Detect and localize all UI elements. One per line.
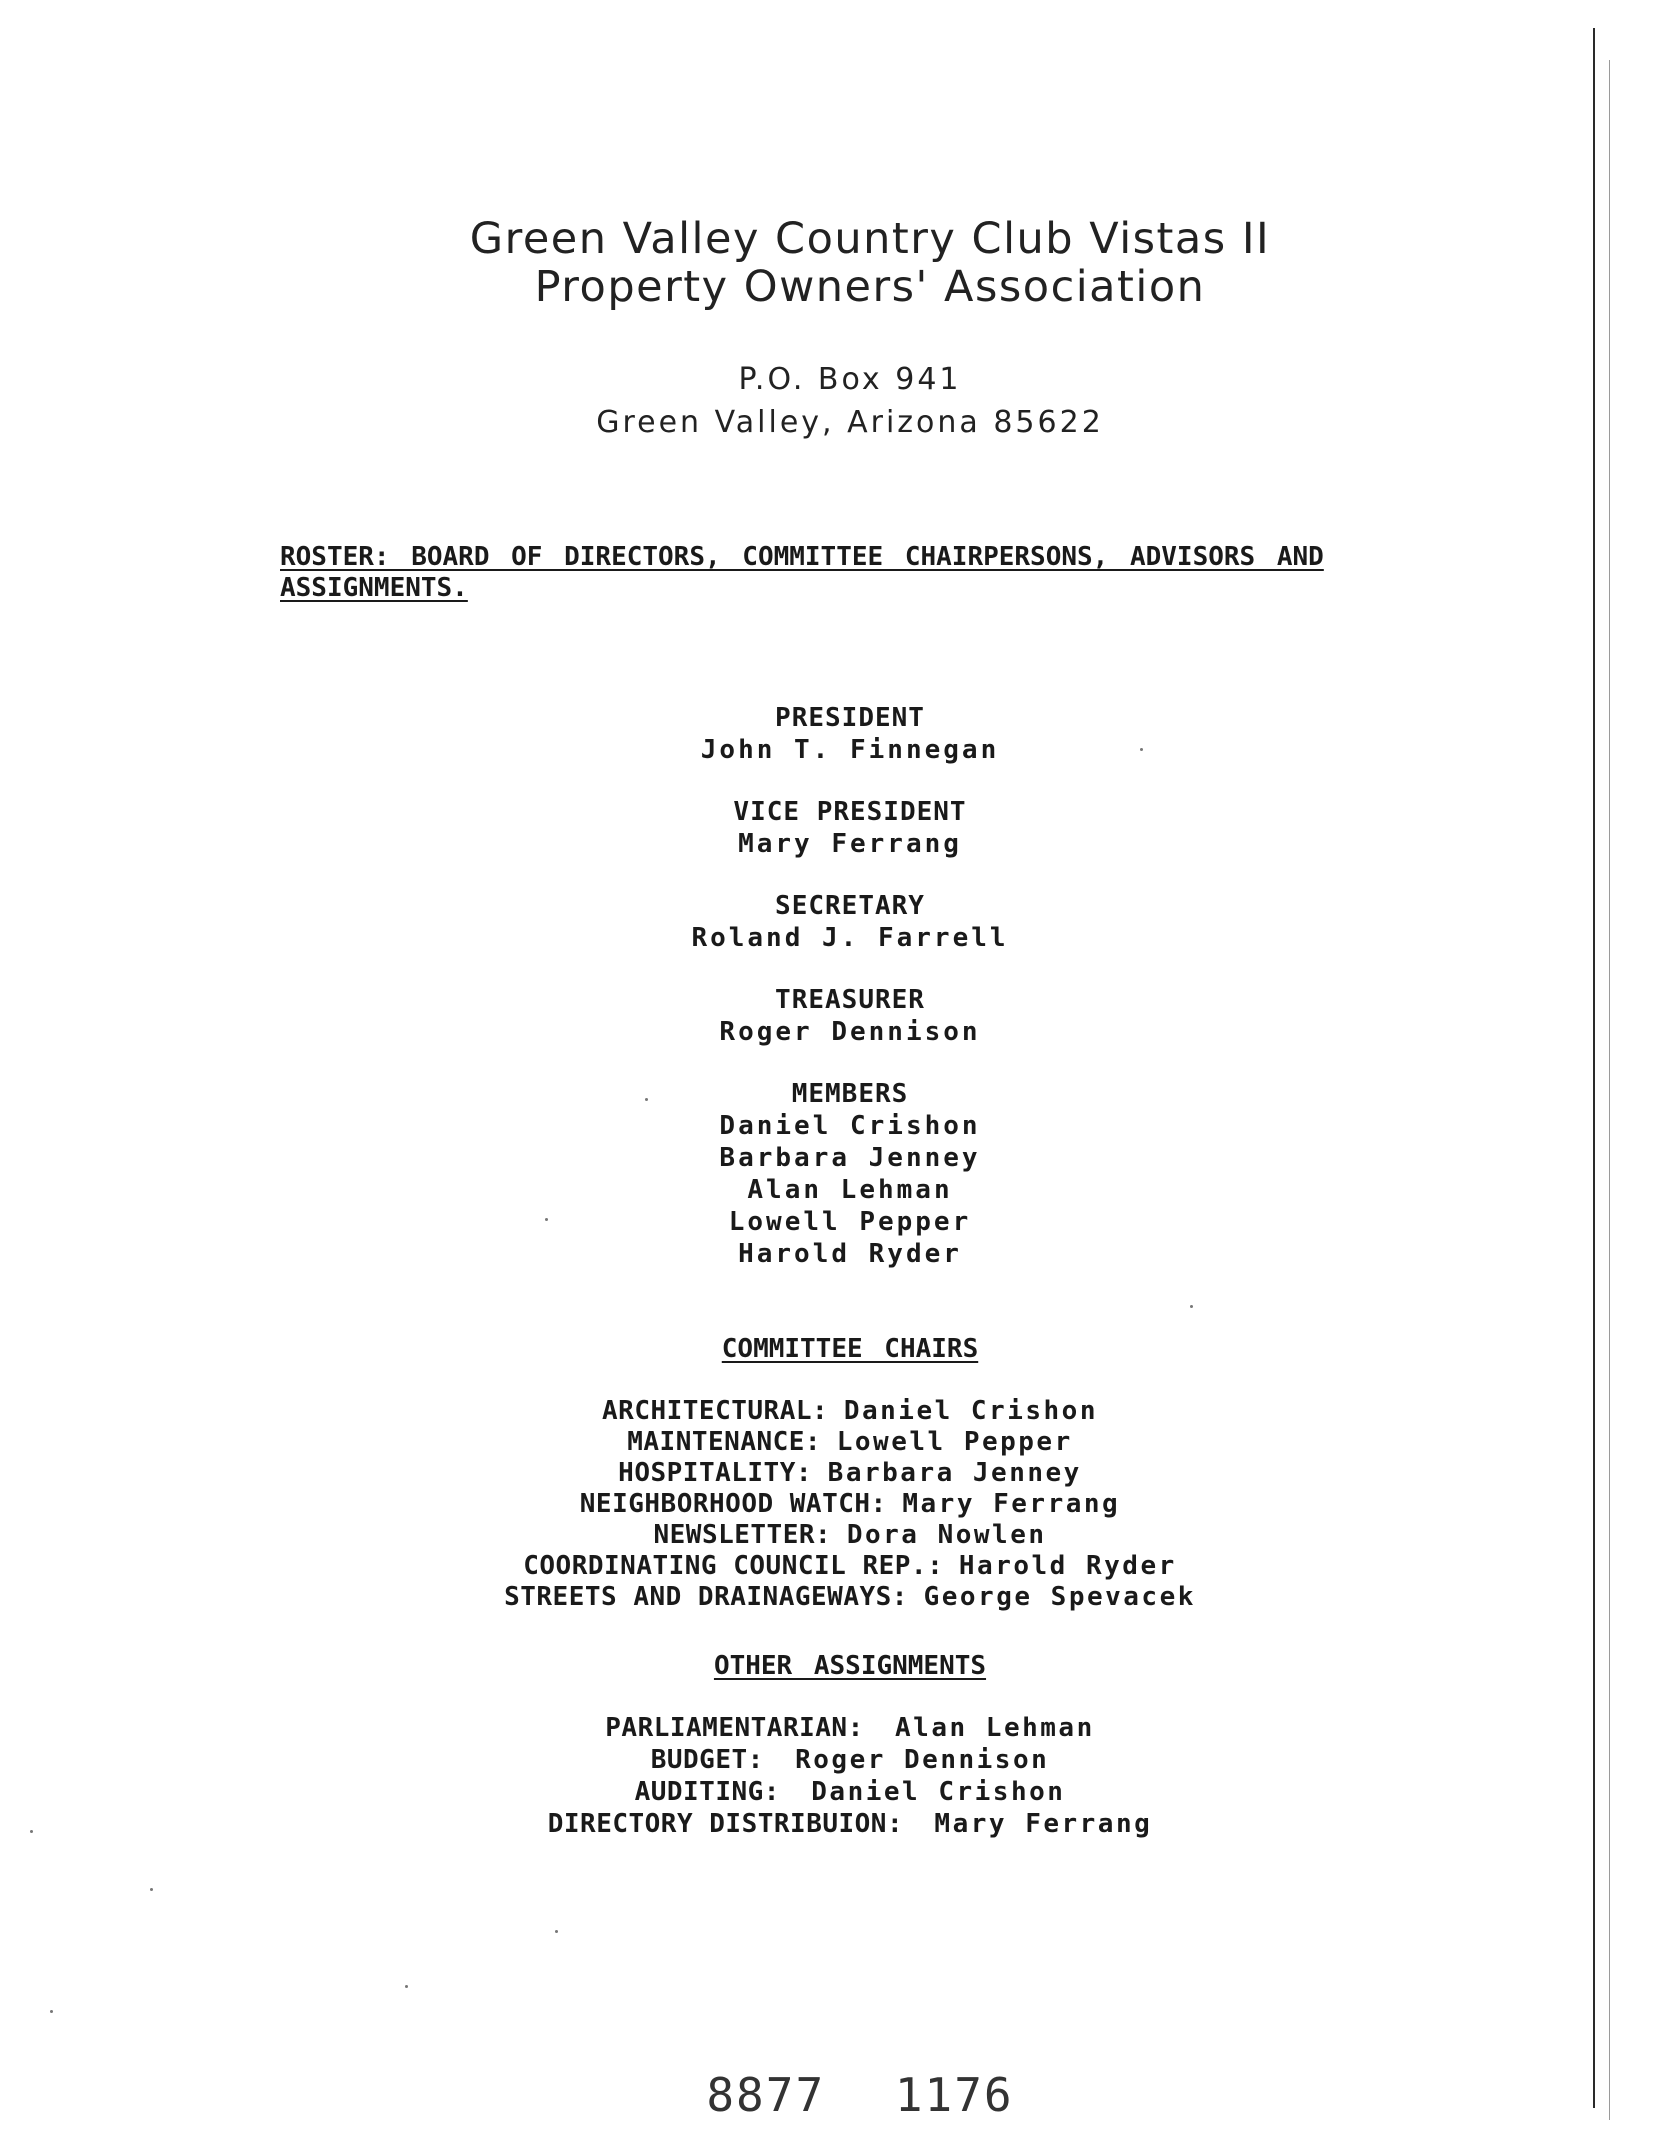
letterhead-line-1: Green Valley Country Club Vistas II xyxy=(469,214,1271,264)
other-assignments-title: OTHER ASSIGNMENTS xyxy=(713,1651,987,1681)
officer-title: TREASURER xyxy=(775,985,925,1015)
roster-heading: ROSTER: BOARD OF DIRECTORS, COMMITTEE CHAIRPERSONS, ADVISORS AND ASSIGNMENTS. xyxy=(280,542,1324,603)
scan-speck xyxy=(1190,1305,1193,1308)
assignment-row xyxy=(320,1712,1380,1744)
committee-chair-row xyxy=(320,1458,1380,1489)
address-line-1: P.O. Box 941 xyxy=(738,362,962,397)
row-label: STREETS AND DRAINAGEWAYS: xyxy=(504,1582,908,1612)
row-value: Alan Lehman xyxy=(895,1713,1095,1743)
scan-speck xyxy=(645,1098,648,1101)
document-stamp xyxy=(0,2070,1664,2120)
assignment-row xyxy=(320,1776,1380,1808)
address-line-2: Green Valley, Arizona 85622 xyxy=(596,405,1104,440)
other-assignments-list xyxy=(320,1712,1380,1840)
officer-name: Roger Dennison xyxy=(719,1017,981,1047)
officer-president xyxy=(440,702,1260,766)
row-value: Barbara Jenney xyxy=(827,1458,1082,1488)
officer-name: John T. Finnegan xyxy=(700,735,1000,765)
row-label: NEIGHBORHOOD WATCH: xyxy=(579,1489,887,1519)
assignment-row xyxy=(320,1808,1380,1840)
committee-chair-row xyxy=(320,1520,1380,1551)
letterhead xyxy=(0,215,1664,311)
officer-name: Roland J. Farrell xyxy=(691,923,1009,953)
scan-speck xyxy=(405,1985,408,1988)
committee-chair-row xyxy=(320,1551,1380,1582)
committee-chairs-title: COMMITTEE CHAIRS xyxy=(721,1334,979,1364)
members-title: MEMBERS xyxy=(791,1079,909,1109)
scan-speck xyxy=(150,1888,153,1891)
row-value: George Spevacek xyxy=(923,1582,1196,1612)
officer-name: Mary Ferrang xyxy=(738,829,962,859)
row-value: Lowell Pepper xyxy=(836,1427,1073,1457)
row-value: Harold Ryder xyxy=(958,1551,1177,1581)
row-label: NEWSLETTER: xyxy=(653,1520,832,1550)
assignment-row xyxy=(320,1744,1380,1776)
row-label: MAINTENANCE: xyxy=(627,1427,822,1457)
row-value: Mary Ferrang xyxy=(902,1489,1121,1519)
row-value: Daniel Crishon xyxy=(843,1396,1098,1426)
officer-secretary xyxy=(440,890,1260,954)
row-label: PARLIAMENTARIAN: xyxy=(605,1713,864,1743)
mailing-address xyxy=(0,358,1664,444)
row-label: DIRECTORY DISTRIBUION: xyxy=(547,1809,904,1839)
row-label: COORDINATING COUNCIL REP.: xyxy=(523,1551,944,1581)
officers-list xyxy=(440,702,1260,1300)
row-label: ARCHITECTURAL: xyxy=(602,1396,829,1426)
scan-speck xyxy=(555,1930,558,1933)
committee-chair-row xyxy=(320,1396,1380,1427)
row-label: HOSPITALITY: xyxy=(618,1458,813,1488)
row-value: Daniel Crishon xyxy=(811,1777,1066,1807)
stamp-right-number: 1176 xyxy=(894,2068,1014,2122)
scan-edge-line xyxy=(1593,28,1595,2108)
row-label: BUDGET: xyxy=(650,1745,764,1775)
committee-chair-row xyxy=(320,1582,1380,1613)
letterhead-line-2: Property Owners' Association xyxy=(534,262,1206,312)
officer-vice-president xyxy=(440,796,1260,860)
committee-chairs-list xyxy=(320,1396,1380,1613)
stamp-left-number: 8877 xyxy=(706,2068,826,2122)
row-label: AUDITING: xyxy=(634,1777,780,1807)
member-name: Daniel Crishon xyxy=(719,1111,981,1141)
members-block xyxy=(440,1078,1260,1270)
officer-title: VICE PRESIDENT xyxy=(733,797,967,827)
officer-title: SECRETARY xyxy=(775,891,925,921)
member-name: Harold Ryder xyxy=(738,1239,962,1269)
scan-speck xyxy=(30,1830,33,1833)
row-value: Roger Dennison xyxy=(795,1745,1050,1775)
scan-speck xyxy=(50,2010,53,2013)
member-name: Lowell Pepper xyxy=(728,1207,972,1237)
row-value: Dora Nowlen xyxy=(846,1520,1047,1550)
officer-title: PRESIDENT xyxy=(775,703,925,733)
scan-speck xyxy=(545,1218,548,1221)
scan-speck xyxy=(1140,748,1143,751)
committee-chair-row xyxy=(320,1489,1380,1520)
member-name: Barbara Jenney xyxy=(719,1143,981,1173)
row-value: Mary Ferrang xyxy=(934,1809,1153,1839)
officer-treasurer xyxy=(440,984,1260,1048)
member-name: Alan Lehman xyxy=(747,1175,953,1205)
committee-chair-row xyxy=(320,1427,1380,1458)
